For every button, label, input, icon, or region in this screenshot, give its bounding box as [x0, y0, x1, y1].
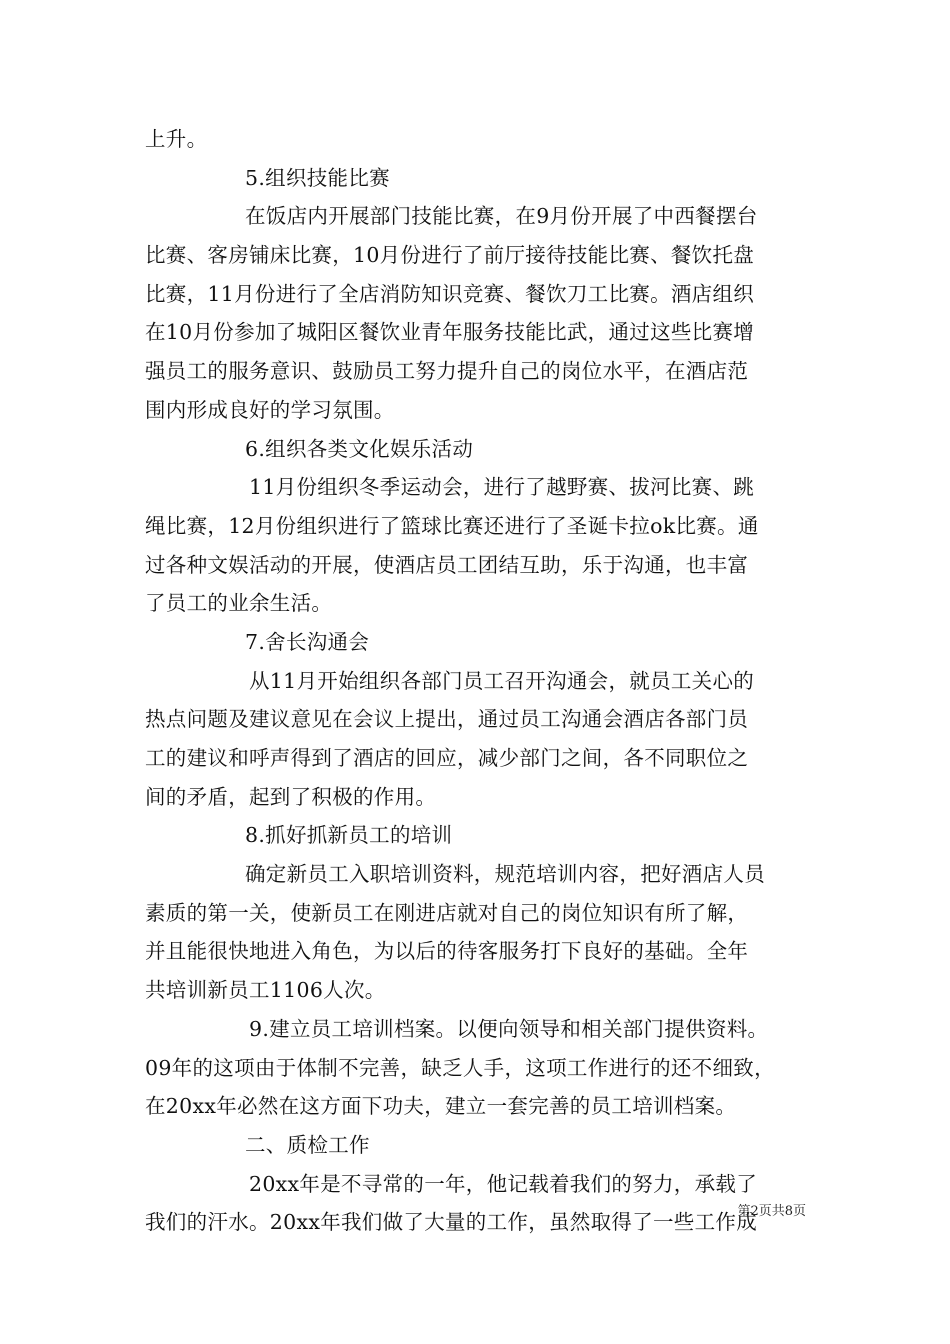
text-line: 比赛，11月份进行了全店消防知识竞赛、餐饮刀工比赛。酒店组织: [145, 281, 755, 306]
text-line: 并且能很快地进入角色，为以后的待客服务打下良好的基础。全年: [145, 939, 749, 964]
section-heading: 9.建立员工培训档案。以便向领导和相关部门提供资料。: [249, 1016, 769, 1041]
text-line: 过各种文娱活动的开展，使酒店员工团结互助，乐于沟通，也丰富: [145, 552, 749, 577]
text-line: 绳比赛，12月份组织进行了篮球比赛还进行了圣诞卡拉ok比赛。通: [145, 513, 759, 538]
section-heading: 8.抓好抓新员工的培训: [245, 823, 453, 848]
text-line: 我们的汗水。20xx年我们做了大量的工作，虽然取得了一些工作成: [145, 1210, 758, 1235]
paragraph-first-line: 11月份组织冬季运动会，进行了越野赛、拔河比赛、跳: [249, 475, 755, 500]
section-heading: 5.组织技能比赛: [245, 165, 390, 190]
text-line: 共培训新员工1106人次。: [145, 978, 386, 1003]
text-line: 工的建议和呼声得到了酒店的回应，减少部门之间，各不同职位之: [145, 746, 749, 770]
section-heading: 6.组织各类文化娱乐活动: [245, 436, 474, 461]
section-heading: 二、质检工作: [245, 1132, 370, 1157]
section-heading: 7.舍长沟通会: [245, 629, 370, 654]
text-line: 比赛、客房铺床比赛，10月份进行了前厅接待技能比赛、餐饮托盘: [145, 243, 755, 268]
text-line: 围内形成良好的学习氛围。: [145, 397, 395, 422]
text-line: 了员工的业余生活。: [145, 591, 333, 616]
text-line: 强员工的服务意识、鼓励员工努力提升自己的岗位水平，在酒店范: [145, 359, 749, 384]
text-line: 间的矛盾，起到了积极的作用。: [145, 784, 437, 809]
paragraph-first-line: 从11月开始组织各部门员工召开沟通会，就员工关心的: [249, 668, 755, 693]
paragraph-first-line: 20xx年是不寻常的一年，他记载着我们的努力，承载了: [249, 1171, 758, 1196]
document-body: [145, 120, 815, 1242]
text-line: 09年的这项由于体制不完善，缺乏人手，这项工作进行的还不细致，: [145, 1055, 775, 1080]
paragraph-first-line: 确定新员工入职培训资料，规范培训内容，把好酒店人员: [245, 862, 765, 887]
paragraph-first-line: 在饭店内开展部门技能比赛，在9月份开展了中西餐摆台: [245, 204, 758, 229]
text-line: 在20xx年必然在这方面下功夫，建立一套完善的员工培训档案。: [145, 1094, 737, 1119]
text-line: 在10月份参加了城阳区餐饮业青年服务技能比武，通过这些比赛增: [145, 320, 755, 345]
text-line: 上升。: [145, 127, 208, 151]
text-line: 素质的第一关，使新员工在刚进店就对自己的岗位知识有所了解，: [145, 900, 749, 925]
page-number-footer: 第2页共8页: [737, 1204, 806, 1219]
text-line: 热点问题及建议意见在会议上提出，通过员工沟通会酒店各部门员: [145, 707, 749, 732]
